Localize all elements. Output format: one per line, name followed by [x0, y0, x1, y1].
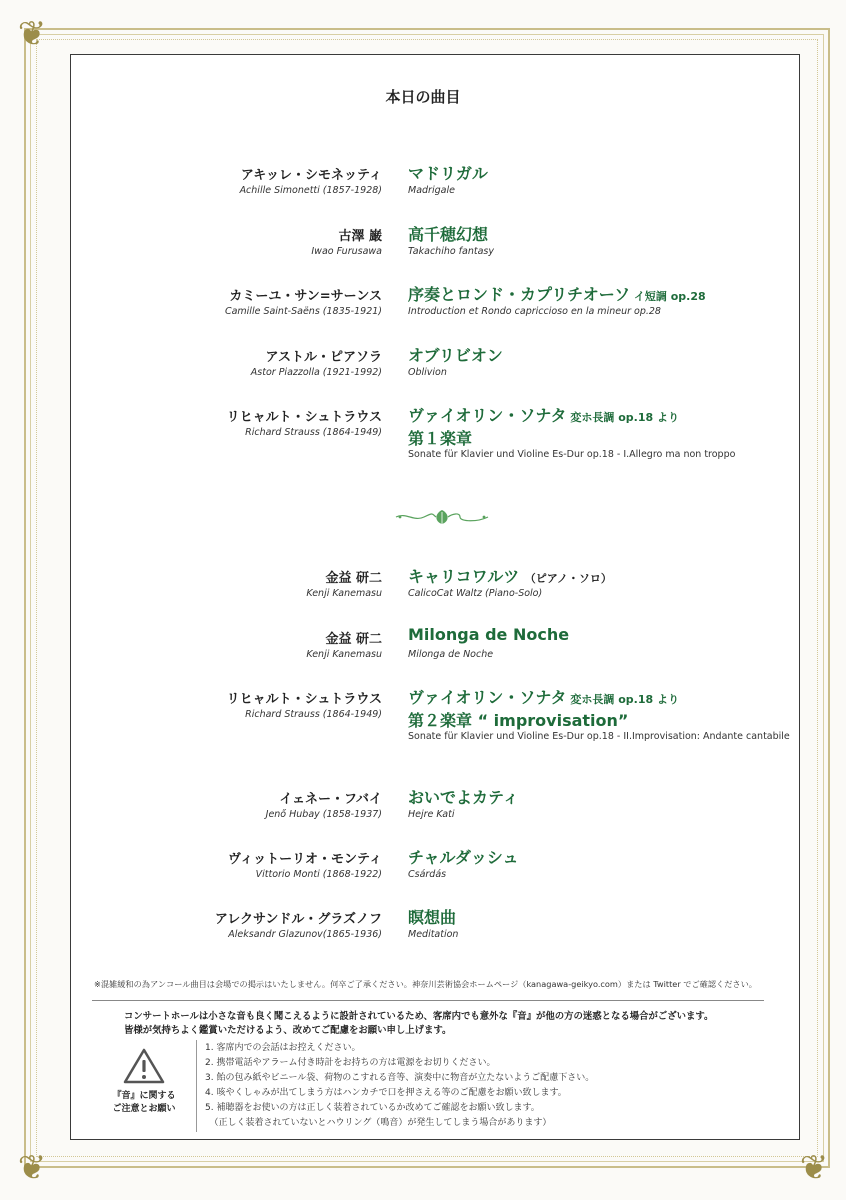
- composer-name-ja: 古澤 巌: [338, 229, 382, 244]
- piece-title-ja: 瞑想曲: [408, 908, 457, 927]
- piece-title-ja: キャリコワルツ （ピアノ・ソロ）: [408, 567, 612, 586]
- piece-key: 変ホ長調 op.18 より: [566, 411, 679, 424]
- piece-movement-ja: 第１楽章: [408, 429, 473, 448]
- composer-name-en: Richard Strauss (1864-1949): [245, 427, 382, 438]
- piece-title-ja: チャルダッシュ: [408, 848, 519, 867]
- composer-name-ja: 金益 研二: [325, 571, 382, 586]
- piece-title-ja: ヴァイオリン・ソナタ 変ホ長調 op.18 より: [408, 406, 679, 425]
- composer-name-ja: ヴィットーリオ・モンティ: [227, 852, 382, 867]
- warning-label: [104, 1090, 184, 1116]
- composer-name-en: Vittorio Monti (1868-1922): [255, 869, 382, 880]
- piece-title-ja: ヴァイオリン・ソナタ 変ホ長調 op.18 より: [408, 688, 679, 707]
- page-title: 本日の曲目: [385, 88, 461, 106]
- corner-ornament-icon: ❦: [17, 14, 47, 54]
- intermission-leaf-divider-icon: [392, 508, 492, 526]
- composer-name-en: Jenő Hubay (1858-1937): [265, 809, 382, 820]
- composer-name-ja: アキッレ・シモネッティ: [240, 168, 382, 183]
- corner-ornament-icon: ❦: [799, 1148, 829, 1188]
- list-item: 2. 携帯電話やアラーム付き時計をお持ちの方は電源をお切りください。: [205, 1058, 496, 1068]
- composer-name-ja: カミーユ・サン=サーンス: [229, 289, 382, 304]
- composer-name-ja: 金益 研二: [325, 632, 382, 647]
- piece-title-ja: おいでよカティ: [408, 788, 519, 807]
- list-item: 4. 咳やくしゃみが出てしまう方はハンカチで口を押さえる等のご配慮をお願い致します。: [205, 1088, 567, 1098]
- piece-title-en: CalicoCat Waltz (Piano-Solo): [408, 588, 543, 599]
- piece-title-en: Milonga de Noche: [408, 649, 494, 660]
- piece-title-en: Hejre Kati: [408, 809, 455, 820]
- list-item: 5. 補聴器をお使いの方は正しく装着されているか改めてご確認をお願い致します。: [205, 1103, 540, 1113]
- list-item: 1. 客席内での会話はお控えください。: [205, 1043, 361, 1053]
- composer-name-ja: リヒャルト・シュトラウス: [226, 692, 382, 707]
- piece-title-en: Oblivion: [408, 367, 447, 378]
- piece-title-en: Madrigale: [408, 185, 455, 196]
- piece-title-en: Introduction et Rondo capriccioso en la mineur op.28: [408, 306, 661, 317]
- warning-label-line: 『音』に関する: [112, 1091, 176, 1101]
- composer-name-en: Achille Simonetti (1857-1928): [239, 185, 382, 196]
- list-item: 3. 飴の包み紙やビニール袋、荷物のこすれる音等、演奏中に物音が立たないようご配慮下さい。: [205, 1073, 595, 1083]
- list-item: （正しく装着されていないとハウリング（鳴音）が発生してしまう場合があります）: [205, 1118, 552, 1128]
- piece-title-ja: Milonga de Noche: [408, 625, 570, 644]
- etiquette-rules-list: [196, 1040, 797, 1132]
- composer-name-en: Kenji Kanemasu: [306, 588, 382, 599]
- warning-label-line: ご注意とお願い: [112, 1104, 176, 1114]
- piece-title-ja: 序奏とロンド・カプリチオーソ イ短調 op.28: [408, 285, 706, 304]
- composer-name-en: Aleksandr Glazunov(1865-1936): [228, 929, 382, 940]
- encore-note: ※混雑緩和の為アンコール曲目は会場での掲示はいたしません。何卒ご了承ください。神奈川芸術協会ホームページ（kanagawa-geikyo.com）または Twitter でご確認ください。: [94, 979, 757, 989]
- piece-key: イ短調 op.28: [630, 290, 706, 303]
- composer-name-en: Camille Saint-Saëns (1835-1921): [224, 306, 382, 317]
- piece-note: （ピアノ・ソロ）: [519, 572, 612, 585]
- corner-ornament-icon: ❦: [17, 1148, 47, 1188]
- divider-line: [92, 1000, 764, 1001]
- piece-title-en: Takachiho fantasy: [408, 246, 494, 257]
- piece-title-en: Sonate für Klavier und Violine Es-Dur op.18 - II.Improvisation: Andante cantabile: [408, 731, 790, 742]
- piece-title-ja: 高千穂幻想: [408, 225, 489, 244]
- piece-title-ja: オブリビオン: [408, 346, 503, 365]
- piece-key: 変ホ長調 op.18 より: [566, 693, 679, 706]
- composer-name-ja: イェネー・フバイ: [279, 792, 382, 807]
- piece-title-ja: マドリガル: [408, 164, 488, 183]
- concert-notice-line: コンサートホールは小さな音も良く聞こえるように設計されているため、客席内でも意外な『音』が他の方の迷惑となる場合がございます。: [124, 1011, 714, 1022]
- piece-title-en: Sonate für Klavier und Violine Es-Dur op.18 - I.Allegro ma non troppo: [408, 449, 736, 460]
- concert-notice-line: 皆様が気持ちよく鑑賞いただけるよう、改めてご配慮をお願い申し上げます。: [124, 1025, 452, 1036]
- composer-name-en: Kenji Kanemasu: [306, 649, 382, 660]
- composer-name-en: Richard Strauss (1864-1949): [245, 709, 382, 720]
- composer-name-en: Iwao Furusawa: [311, 246, 382, 257]
- composer-name-ja: リヒャルト・シュトラウス: [226, 410, 382, 425]
- composer-name-ja: アストル・ピアソラ: [265, 350, 382, 365]
- piece-title-en: Meditation: [408, 929, 459, 940]
- composer-name-en: Astor Piazzolla (1921-1992): [250, 367, 382, 378]
- piece-movement-ja: 第２楽章 “ improvisation”: [408, 711, 629, 730]
- piece-title-en: Csárdás: [408, 869, 447, 880]
- composer-name-ja: アレクサンドル・グラズノフ: [214, 912, 382, 927]
- warning-triangle-icon: [123, 1048, 165, 1084]
